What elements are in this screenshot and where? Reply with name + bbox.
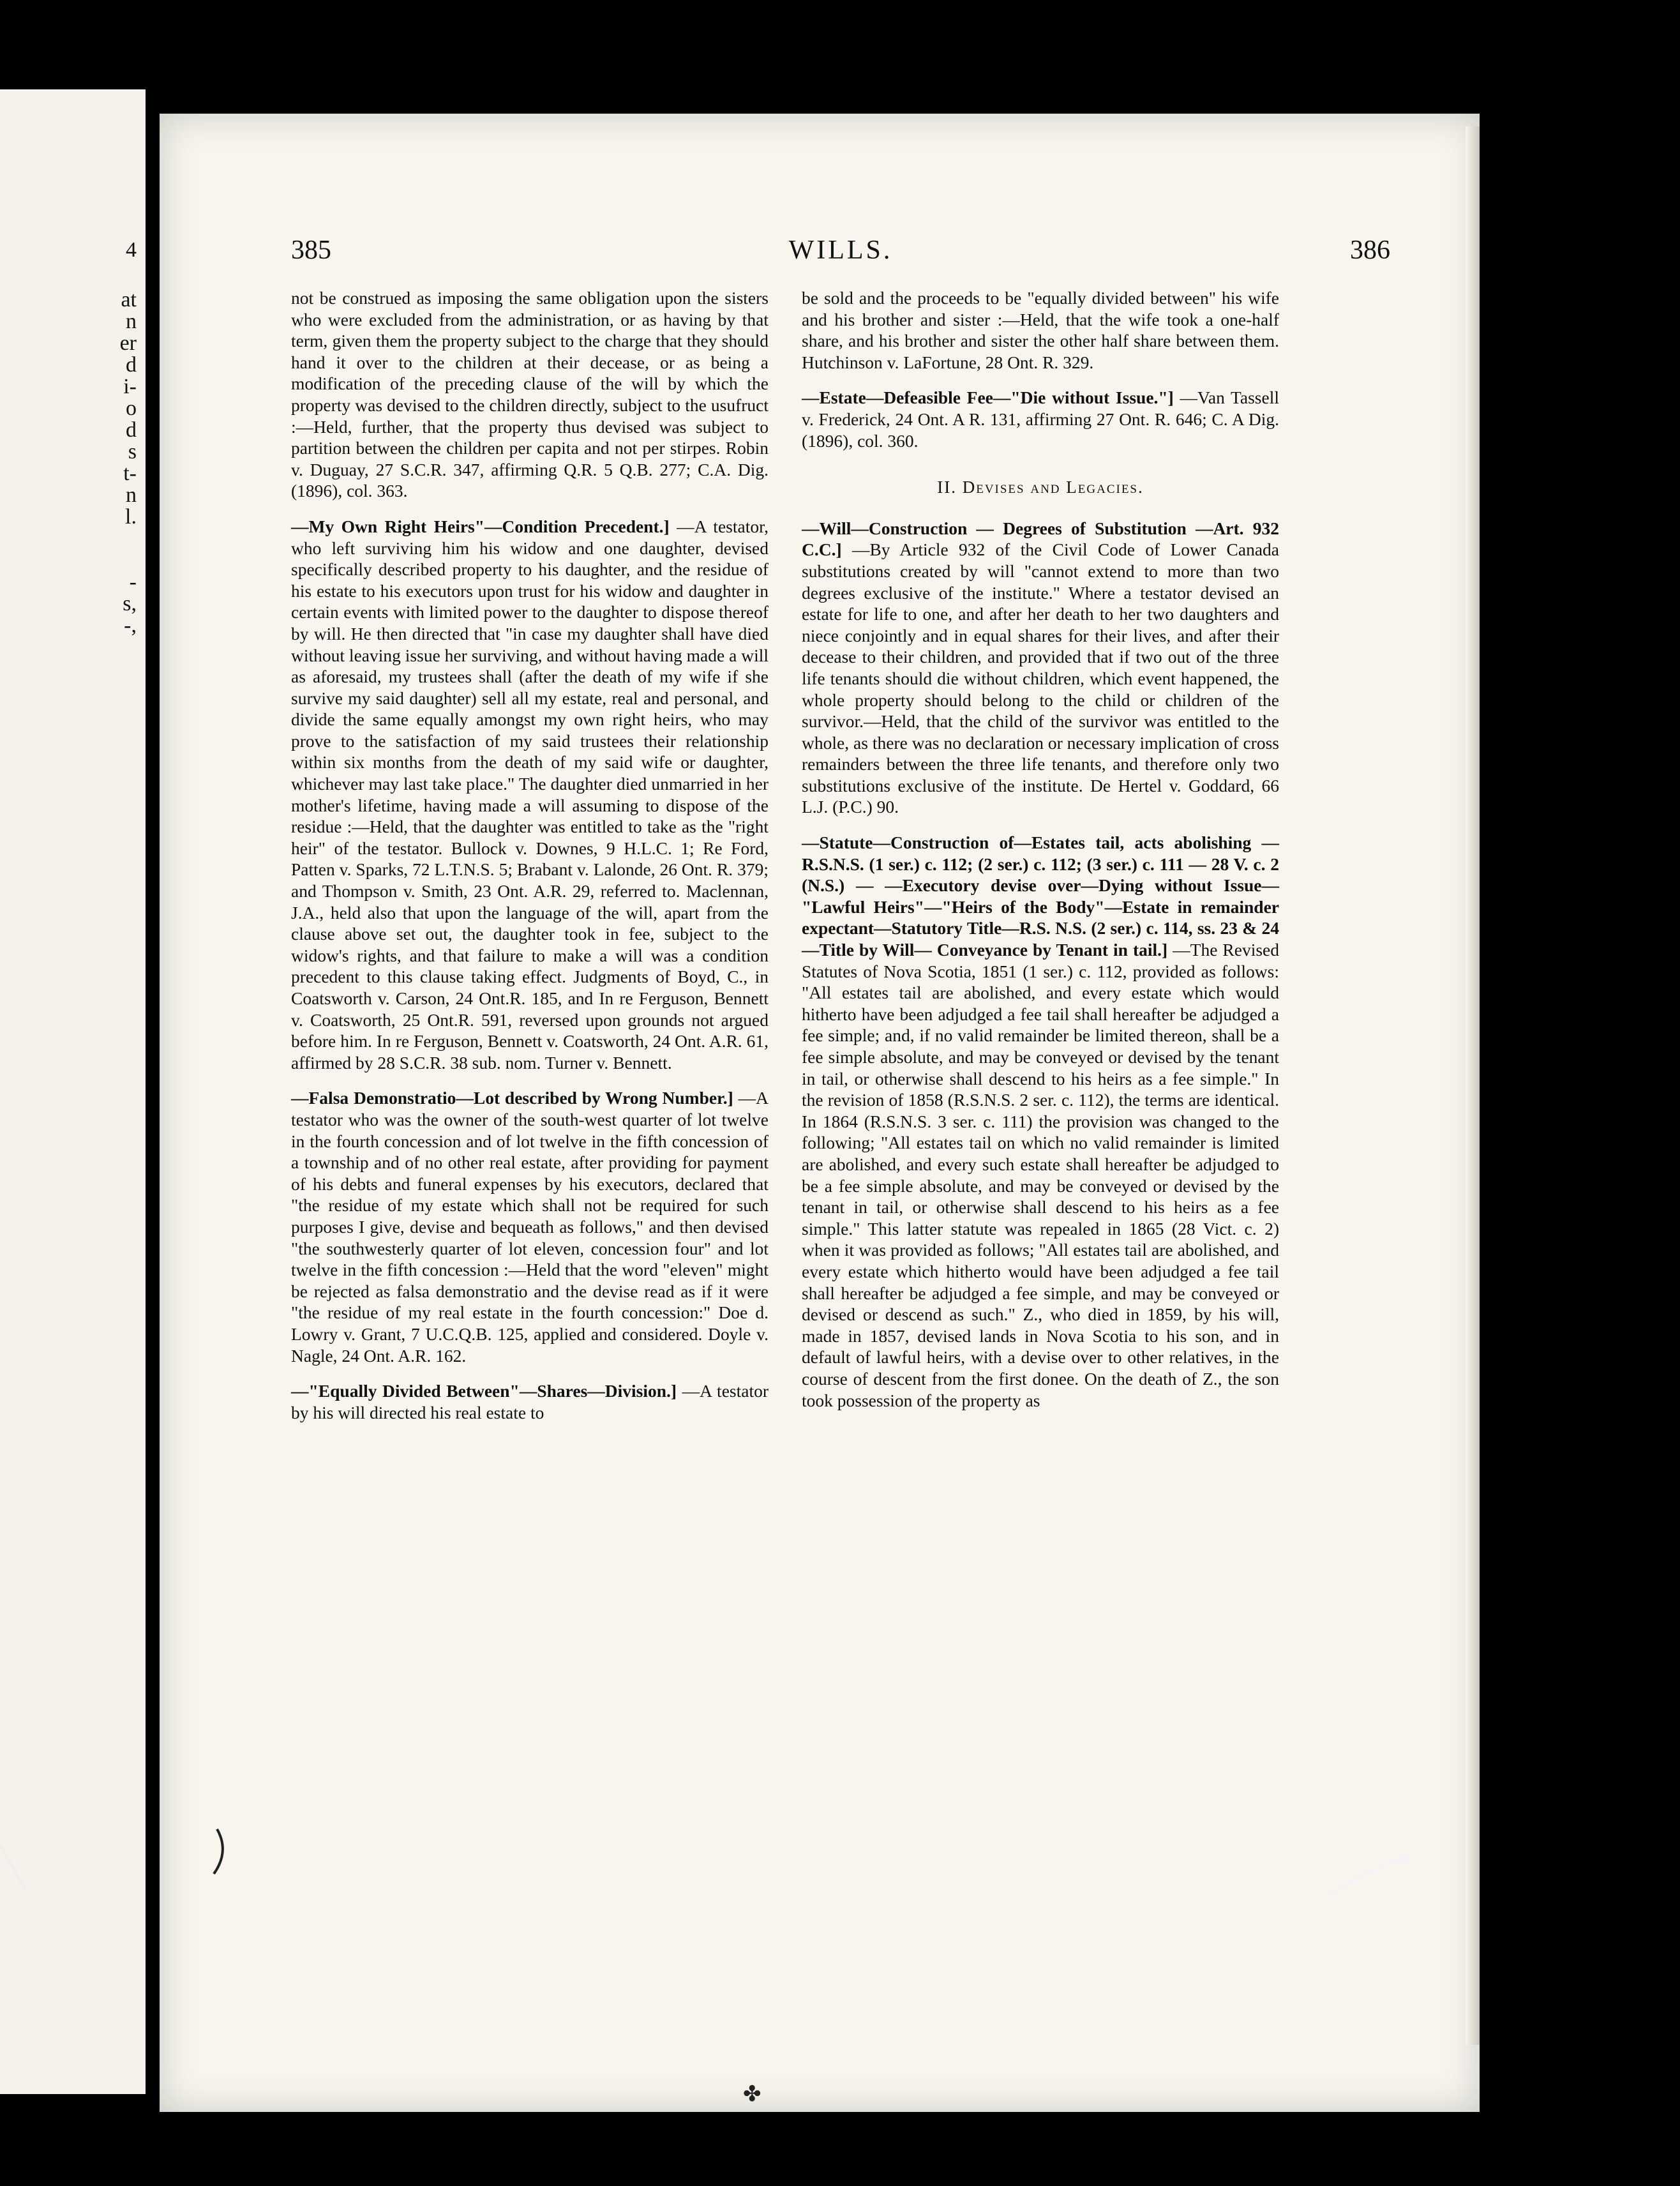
right-column (802, 287, 1279, 1425)
fragment: l. (125, 505, 137, 529)
entry (802, 518, 1279, 818)
stray-mark-left (0, 1839, 38, 1915)
printer-ornament-icon: ✤ (743, 2083, 761, 2106)
fragment: at (121, 288, 137, 312)
entry-heading: —My Own Right Heirs"—Condition Precedent.] (291, 516, 670, 536)
page-scan (160, 114, 1480, 2112)
left-column (291, 287, 769, 1437)
fragment: i- (123, 375, 137, 398)
entry-heading: —Falsa Demonstratio—Lot described by Wrong Number.] (291, 1088, 733, 1108)
entry (291, 516, 769, 1073)
fragment: d (126, 418, 137, 442)
entry-heading: —"Equally Divided Between"—Shares—Division.] (291, 1381, 677, 1401)
entry (802, 832, 1279, 1411)
page-number-right: 386 (1350, 236, 1390, 265)
section-heading: II. Devises and Legacies. (937, 478, 1144, 497)
fragment: - (129, 570, 137, 594)
fragment: n (126, 483, 137, 507)
fragment: er (119, 331, 137, 355)
paragraph: be sold and the proceeds to be "equally divided between" his wife and his brother and sister :—Held, that the wife took a one-half share, and his brother and sister the other half share between them. Hutchinson v. LaFortune, 28 Ont. R. 329. (802, 288, 1279, 372)
entry-heading: —Estate—Defeasible Fee—"Die without Issue."] (802, 388, 1174, 408)
fragment: s, (123, 592, 137, 615)
entry-heading: —Will—Construction — Degrees of Substitution —Art. 932 C.C.] (802, 518, 1279, 560)
adjacent-left-page (0, 89, 146, 2094)
fragment: t- (123, 462, 137, 485)
fragment: -, (124, 614, 137, 637)
fragment: 4 (126, 238, 137, 262)
running-header (291, 235, 1390, 286)
running-title: WILLS. (788, 236, 893, 265)
page-edge-shadow (1466, 126, 1480, 2045)
page-number-left: 385 (291, 236, 331, 265)
stray-mark-margin (211, 1826, 236, 1877)
left-page-edge-text (0, 89, 146, 2094)
entry-body: —The Revised Statutes of Nova Scotia, 1851 (1 ser.) c. 112, provided as follows: "All estates tail are abolished, and every estate which would hitherto have been adjudged a fee tail shall hereafter be adjudged a fee simple; and, if no valid remainder be limited thereon, shall be a fee simple absolute, and may be conveyed or devised by the tenant in tail, or otherwise shall descend to his heirs as a fee simple." In the revision of 1858 (R.S.N.S. 2 ser. c. 112), the terms are identical. In 1864 (R.S.N.S. 3 ser. c. 111) the provision was changed to the following; "All estates tail on which no valid remainder is limited are abolished, and every such estate shall hereafter be adjudged to be a fee simple absolute, and may be conveyed or devised by the tenant in tail, or otherwise shall descend to his heirs as a fee simple." This latter statute was repealed in 1865 (28 Vict. c. 2) when it was provided as follows; "All estates tail are abolished, and every estate which hitherto would have been adjudged a fee tail shall hereafter be adjudged a fee simple, and may be conveyed or devised or descend as such." Z., who died in 1859, by his will, made in 1857, devised lands in Nova Scotia to his son, and in default of lawful heirs, with a devise over to other relatives, in the course of descent from the first donee. On the death of Z., the son took possession of the property as (802, 940, 1280, 1410)
fragment: n (126, 310, 137, 333)
fragment: s (128, 440, 137, 464)
fragment: o (126, 396, 137, 420)
entry (291, 1087, 769, 1366)
entry-body: —A testator, who left surviving him his widow and one daughter, devised specifically described property to his daughter, and the residue of his estate to his executors upon trust for his widow and daughter in certain events with limited power to the daughter to dispose thereof by will. He then directed that "in case my daughter shall have died without leaving issue her surviving, and without having made a will as aforesaid, my trustees shall (after the death of my wife if she survive my said daughter) sell all my estate, real and personal, and divide the same equally amongst my own right heirs, who may prove to the satisfaction of my said trustees their relationship within six months from the death of my said wife or daughter, whichever may last take place." The daughter died unmarried in her mother's lifetime, having made a will assuming to dispose of the residue :—Held, that the daughter was entitled to take as the "right heir" of the testator. Bullock v. Downes, 9 H.L.C. 1; Re Ford, Patten v. Sparks, 72 L.T.N.S. 5; Brabant v. Lalonde, 26 Ont. R. 379; and Thompson v. Smith, 23 Ont. A.R. 29, referred to. Maclennan, J.A., held also that upon the language of the will, apart from the clause above set out, the daughter took in fee, subject to the widow's rights, and that failure to make a will was a condition precedent to this clause taking effect. Judgments of Boyd, C., in Coatsworth v. Carson, 24 Ont.R. 185, and In re Ferguson, Bennett v. Coatsworth, 25 Ont.R. 591, reversed upon grounds not argued before him. In re Ferguson, Bennett v. Coatsworth, 24 Ont. A.R. 61, affirmed by 28 S.C.R. 38 sub. nom. Turner v. Bennett. (291, 516, 769, 1073)
fragment: d (126, 353, 137, 377)
stray-mark-right (1328, 1851, 1417, 1903)
entry-heading: —Statute—Construction of—Estates tail, acts abolishing — R.S.N.S. (1 ser.) c. 112; (2 ser.) c. 112; (3 ser.) c. 111 — 28 V. c. 2 (N.S.) — —Executory devise over—Dying without Issue— "Lawful Heirs"—"Heirs of the Body"—Estate in remainder expectant—Statutory Title—R.S. N.S. (2 ser.) c. 114, ss. 23 & 24—Title by Will— Conveyance by Tenant in tail.] (802, 833, 1279, 960)
entry-body: —A testator who was the owner of the south-west quarter of lot twelve in the fourth concession and of lot twelve in the fifth concession of a township and of no other real estate, after providing for payment of his debts and funeral expenses by his executors, declared that "the residue of my estate which shall not be required for such purposes I give, devise and bequeath as follows," and then devised "the southwesterly quarter of lot eleven, concession four" and lot twelve in the fifth concession :—Held that the word "eleven" might be rejected as falsa demonstratio and the devise read as if it were "the residue of my real estate in the fourth concession:" Doe d. Lowry v. Grant, 7 U.C.Q.B. 125, applied and considered. Doyle v. Nagle, 24 Ont. A.R. 162. (291, 1088, 769, 1366)
entry-body: —A testator by his will directed his real estate to (291, 1381, 769, 1422)
entry (802, 387, 1279, 451)
entry (291, 1380, 769, 1423)
paragraph: not be construed as imposing the same obligation upon the sisters who were excluded from the administration, or as having by that term, given them the property subject to the charge that they should hand it over to the children at their decease, or as being a modification of the preceding clause of the will by which the property was devised to the children directly, subject to the usufruct :—Held, further, that the property thus devised was subject to partition between the children per capita and not per stirpes. Robin v. Duguay, 27 S.C.R. 347, affirming Q.R. 5 Q.B. 277; C.A. Dig. (1896), col. 363. (291, 288, 769, 501)
entry-body: —By Article 932 of the Civil Code of Lower Canada substitutions created by will "cannot extend to more than two degrees exclusive of the institute." Where a testator devised an estate for life to one, and after her death to her two daughters and niece conjointly and in equal shares for their lives, and after their decease to their children, and provided that if two out of the three life tenants should die without children, which event happened, the whole property should belong to the child or children of the survivor.—Held, that the child of the survivor was entitled to the whole, as there was no declaration or necessary implication of cross remainders between the three life tenants, and therefore only two substitutions exclusive of the institute. De Hertel v. Goddard, 66 L.J. (P.C.) 90. (802, 539, 1279, 817)
entry-body: —Van Tassell v. Frederick, 24 Ont. A R. 131, affirming 27 Ont. R. 646; C. A Dig. (1896), col. 360. (802, 388, 1279, 451)
